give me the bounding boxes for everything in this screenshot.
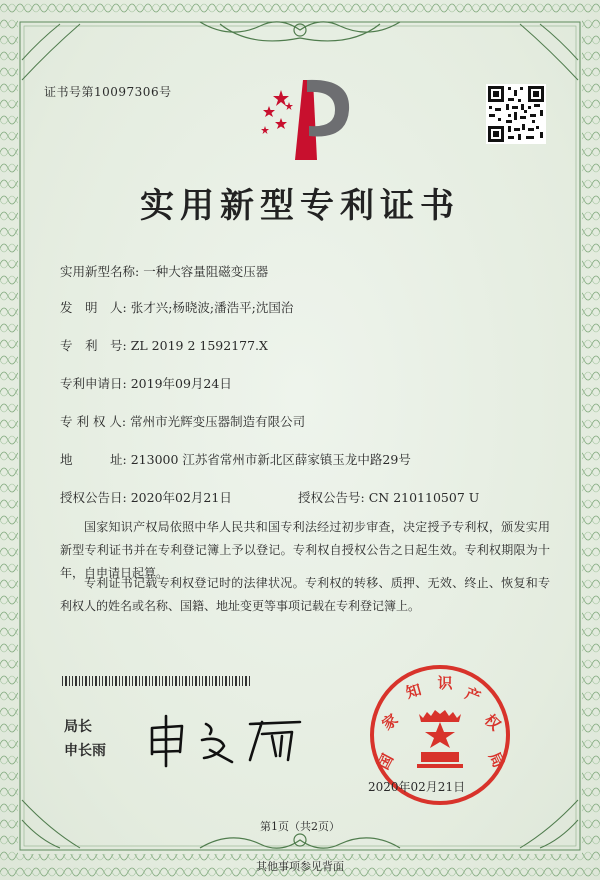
legal-status-paragraph: 专利证书记载专利权登记时的法律状况。专利权的转移、质押、无效、终止、恢复和专利权人的姓名或名称、国籍、地址变更等事项记载在专利登记簿上。 [60,576,550,613]
field-value: 2020年02月21日 [130,490,232,505]
seal-char: 局 [485,749,508,771]
field-value: 213000 江苏省常州市新北区薛家镇玉龙中路29号 [130,452,411,467]
field-value: ZL 2019 2 1592177.X [130,338,268,353]
field-label: 授权公告号: [298,490,365,505]
field-value: 一种大容量阻磁变压器 [143,264,269,279]
seal-char: 家 [378,710,402,734]
field-label: 地 址: [60,452,127,467]
field-utility-model-name [60,262,268,280]
signature-title: 局长 [64,719,92,735]
field-announcement-date [60,488,232,506]
field-value: 2019年09月24日 [130,376,232,391]
field-label: 发 明 人: [60,300,127,315]
seal-char: 识 [437,674,453,692]
field-label: 专 利 权 人: [60,414,127,429]
seal-char: 权 [480,710,505,735]
field-address [60,450,411,468]
certificate-title: 实用新型专利证书 [140,186,460,226]
field-value: CN 210110507 U [368,490,480,505]
field-patent-number [60,336,268,354]
field-announcement-number [298,488,479,506]
signature-name: 申长雨 [64,743,106,759]
barcode-strip-icon [62,676,252,686]
certificate-number: 证书号第10097306号 [44,85,172,99]
handwritten-signature [140,710,320,770]
back-note: 其他事项参见背面 [256,860,344,873]
grant-paragraph: 国家知识产权局依照中华人民共和国专利法经过初步审查，决定授予专利权，颁发实用新型专利证书并在专利登记簿上予以登记。专利权自授权公告之日起生效。专利权期限为十年，自申请日起算。 [60,520,550,580]
field-value: 张才兴;杨晓波;潘浩平;沈国治 [130,300,294,315]
field-label: 授权公告日: [60,490,127,505]
seal-char: 产 [462,684,484,707]
cnipa-logo-icon [255,72,355,162]
field-label: 专 利 号: [60,338,127,353]
field-label: 专利申请日: [60,376,127,391]
field-value: 常州市光辉变压器制造有限公司 [130,414,306,429]
seal-char: 知 [403,680,424,702]
field-inventor [60,298,293,316]
field-application-date [60,374,232,392]
seal-char: 国 [374,750,398,773]
seal-date: 2020年02月21日 [368,780,466,794]
qr-code-icon [486,84,546,144]
page-indicator: 第1页（共2页） [260,820,340,833]
field-label: 实用新型名称: [60,264,140,279]
field-patentee [60,412,305,430]
